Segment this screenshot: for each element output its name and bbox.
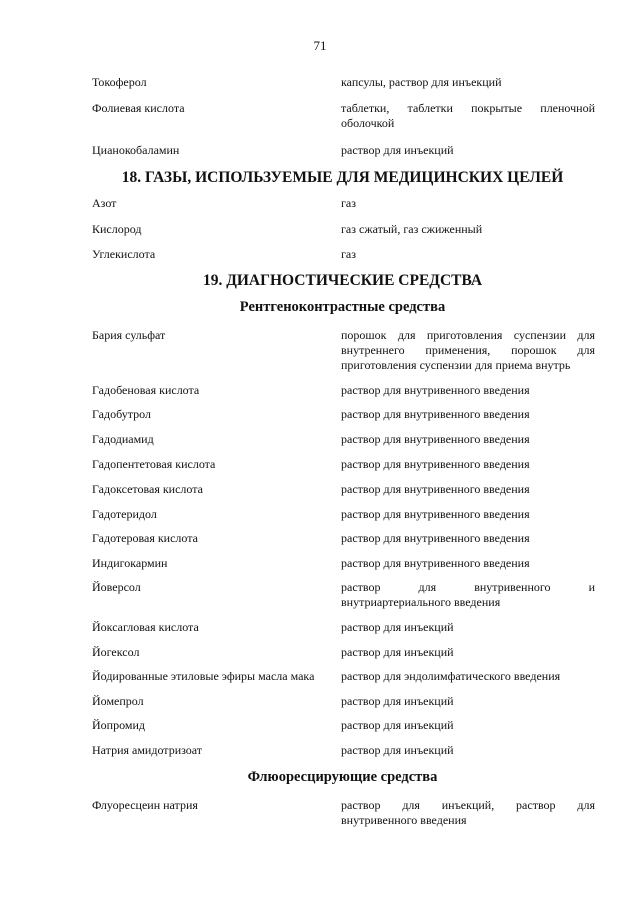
dosage-form: раствор для инъекций, раствор для внутривенного введения (341, 798, 595, 827)
dosage-form: раствор для эндолимфатического введения (341, 669, 561, 683)
drug-name: Азот (92, 196, 117, 210)
drug-name: Натрия амидотризоат (92, 743, 203, 757)
subsection-heading-radiocontrast: Рентгеноконтрастные средства (239, 299, 446, 315)
dosage-form: раствор для инъекций (341, 143, 454, 157)
drug-name: Углекислота (92, 247, 156, 261)
dosage-form: порошок для приготовления суспензии для внутреннего применения, порошок для приготовления суспензии для приема внутрь (341, 328, 595, 372)
page-number: 71 (313, 38, 327, 53)
dosage-form: раствор для внутривенного введения (341, 407, 530, 421)
drug-name: Йоксагловая кислота (92, 620, 199, 634)
dosage-form: раствор для инъекций (341, 694, 454, 708)
dosage-form: раствор для внутривенного и внутриартериального введения (341, 580, 595, 609)
dosage-form: раствор для внутривенного введения (341, 383, 530, 397)
drug-name: Гадотеровая кислота (92, 531, 198, 545)
dosage-form: газ (341, 196, 356, 210)
dosage-form: раствор для внутривенного введения (341, 457, 530, 471)
drug-name: Гадодиамид (92, 432, 154, 446)
drug-name: Йогексол (92, 645, 140, 659)
dosage-form: раствор для инъекций (341, 620, 454, 634)
dosage-form: раствор для инъекций (341, 718, 454, 732)
drug-name: Индигокармин (92, 556, 168, 570)
subsection-heading-fluorescent: Флюоресцирующие средства (247, 769, 438, 785)
section-heading-diagnostics: 19. ДИАГНОСТИЧЕСКИЕ СРЕДСТВА (202, 272, 483, 289)
drug-name: Цианокобаламин (92, 143, 180, 157)
dosage-form: раствор для внутривенного введения (341, 482, 530, 496)
drug-name: Флуоресцеин натрия (92, 798, 198, 812)
drug-name: Гадобутрол (92, 407, 151, 421)
drug-name: Йодированные этиловые эфиры масла мака (92, 669, 315, 683)
drug-name: Фолиевая кислота (92, 101, 185, 115)
drug-name: Гадотеридол (92, 507, 157, 521)
dosage-form: газ (341, 247, 356, 261)
dosage-form: раствор для инъекций (341, 743, 454, 757)
dosage-form: раствор для внутривенного введения (341, 556, 530, 570)
drug-name: Гадоксетовая кислота (92, 482, 203, 496)
dosage-form: раствор для внутривенного введения (341, 432, 530, 446)
drug-name: Бария сульфат (92, 328, 166, 342)
dosage-form: раствор для внутривенного введения (341, 507, 530, 521)
dosage-form: таблетки, таблетки покрытые пленочной оболочкой (341, 101, 595, 130)
dosage-form: раствор для внутривенного введения (341, 531, 530, 545)
drug-name: Йомепрол (92, 694, 144, 708)
section-heading-gases: 18. ГАЗЫ, ИСПОЛЬЗУЕМЫЕ ДЛЯ МЕДИЦИНСКИХ ЦЕЛЕЙ (121, 169, 564, 186)
drug-name: Токоферол (92, 75, 147, 89)
drug-name: Гадобеновая кислота (92, 383, 200, 397)
dosage-form: газ сжатый, газ сжиженный (341, 222, 483, 236)
dosage-form: раствор для инъекций (341, 645, 454, 659)
drug-name: Гадопентетовая кислота (92, 457, 216, 471)
drug-name: Кислород (92, 222, 142, 236)
dosage-form: капсулы, раствор для инъекций (341, 75, 502, 89)
drug-name: Йоверсол (92, 580, 141, 594)
drug-name: Йопромид (92, 718, 145, 732)
